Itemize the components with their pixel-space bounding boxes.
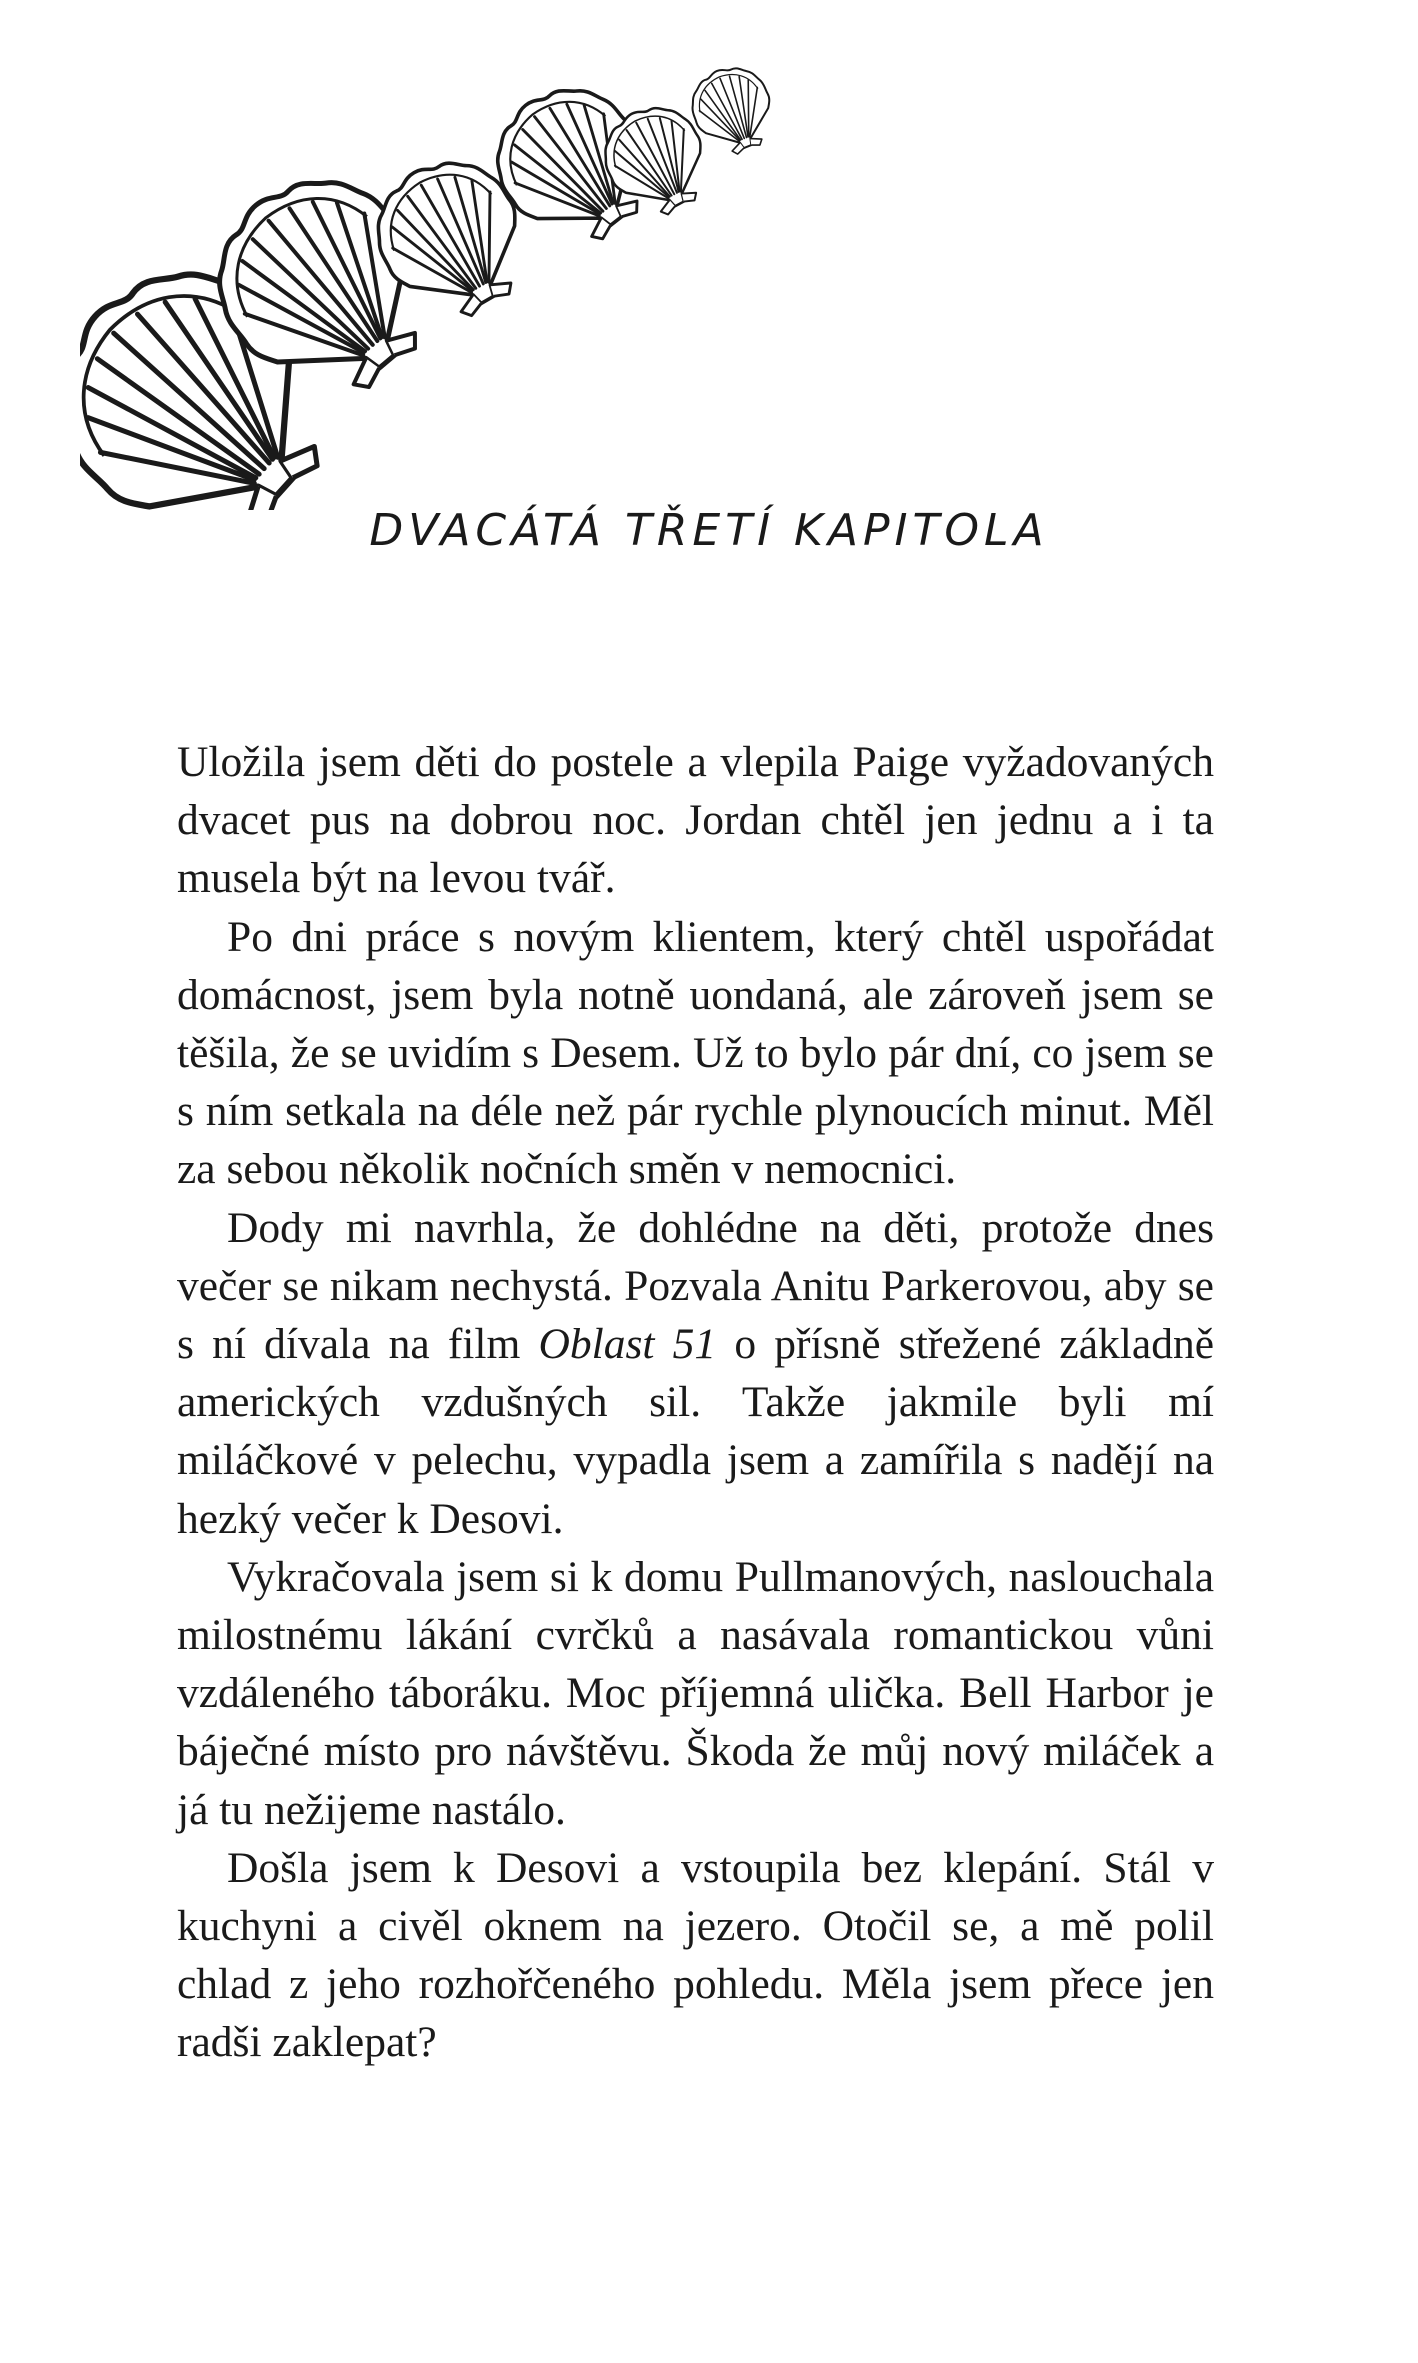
paragraph: Došla jsem k Desovi a vstoupila bez klepání. Stál v kuchyni a civěl oknem na jezero. Otočil se, a mě polil chlad z jeho rozhořčeného pohledu. Měla jsem přece jen radši zaklepat? [177, 1843, 1214, 2067]
scallop-shells-icon [80, 50, 800, 510]
chapter-title: DVACÁTÁ TŘETÍ KAPITOLA [369, 505, 1049, 556]
paragraph: Vykračovala jsem si k domu Pullmanových, naslouchala milostnému lákání cvrčků a nasávala romantickou vůni vzdáleného táboráku. Moc příjemná ulička. Bell Harbor je báječné místo pro návštěvu. Škoda že můj nový miláček a já tu nežijeme nastálo. [177, 1552, 1214, 1834]
paragraph: Uložila jsem děti do postele a vlepila Paige vyžadovaných dvacet pus na dobrou noc. Jordan chtěl jen jednu a i ta musela být na levou tvář. [177, 738, 1214, 903]
paragraph-text: Dody mi navrhla, že dohlédne na děti, protože dnes večer se nikam nechystá. Pozvala Anitu Parkerovou, aby se s ní dívala na film [177, 1203, 1214, 1369]
paragraph-text: o přísně střežené základně amerických vzdušných sil. Takže jakmile byli mí miláčkové v pelechu, vypadla jsem a zamířila s nadějí na hezký večer k Desovi. [177, 1320, 1214, 1543]
paragraph [177, 1199, 1214, 1548]
chapter-body [177, 733, 1214, 2072]
film-title: Oblast 51 [538, 1320, 717, 1369]
paragraph: Po dni práce s novým klientem, který chtěl uspořádat domácnost, jsem byla notně uondaná, ale zároveň jsem se těšila, že se uvidím s Desem. Už to bylo pár dní, co jsem se s ním setkala na déle než pár rychle plynoucích minut. Měl za sebou několik nočních směn v nemocnici. [177, 912, 1214, 1194]
